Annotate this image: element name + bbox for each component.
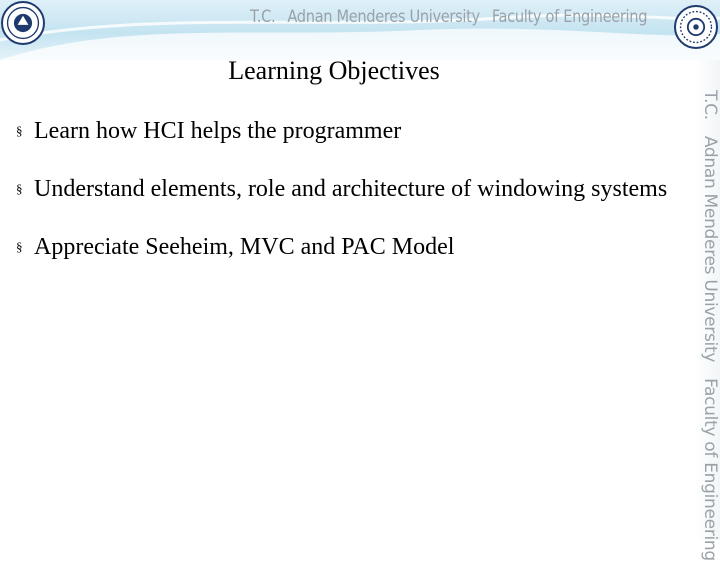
side-university: Adnan Menderes University: [700, 135, 720, 363]
header-faculty: Faculty of Engineering: [491, 7, 648, 27]
bullet-text: Understand elements, role and architecture of windowing systems: [34, 176, 668, 202]
list-item: [16, 174, 692, 204]
square-bullet-icon: §: [16, 123, 23, 138]
square-bullet-icon: §: [16, 239, 23, 254]
square-bullet-icon: §: [16, 181, 23, 196]
bullet-text: Learn how HCI helps the programmer: [34, 118, 402, 144]
faculty-seal-icon: [674, 5, 718, 49]
side-tc: T.C.: [700, 90, 720, 120]
bullet-text: Appreciate Seeheim, MVC and PAC Model: [34, 234, 455, 260]
list-item: [16, 232, 692, 262]
university-seal-icon: [1, 1, 45, 45]
side-faculty: Faculty of Engineering: [700, 378, 720, 561]
list-item: [16, 116, 692, 146]
side-banner-text: [700, 90, 720, 561]
objectives-list: [16, 116, 692, 290]
institution-header: [250, 4, 648, 30]
header-tc: T.C.: [250, 7, 276, 27]
slide-title: Learning Objectives: [228, 56, 440, 85]
header-university: Adnan Menderes University: [287, 7, 480, 27]
